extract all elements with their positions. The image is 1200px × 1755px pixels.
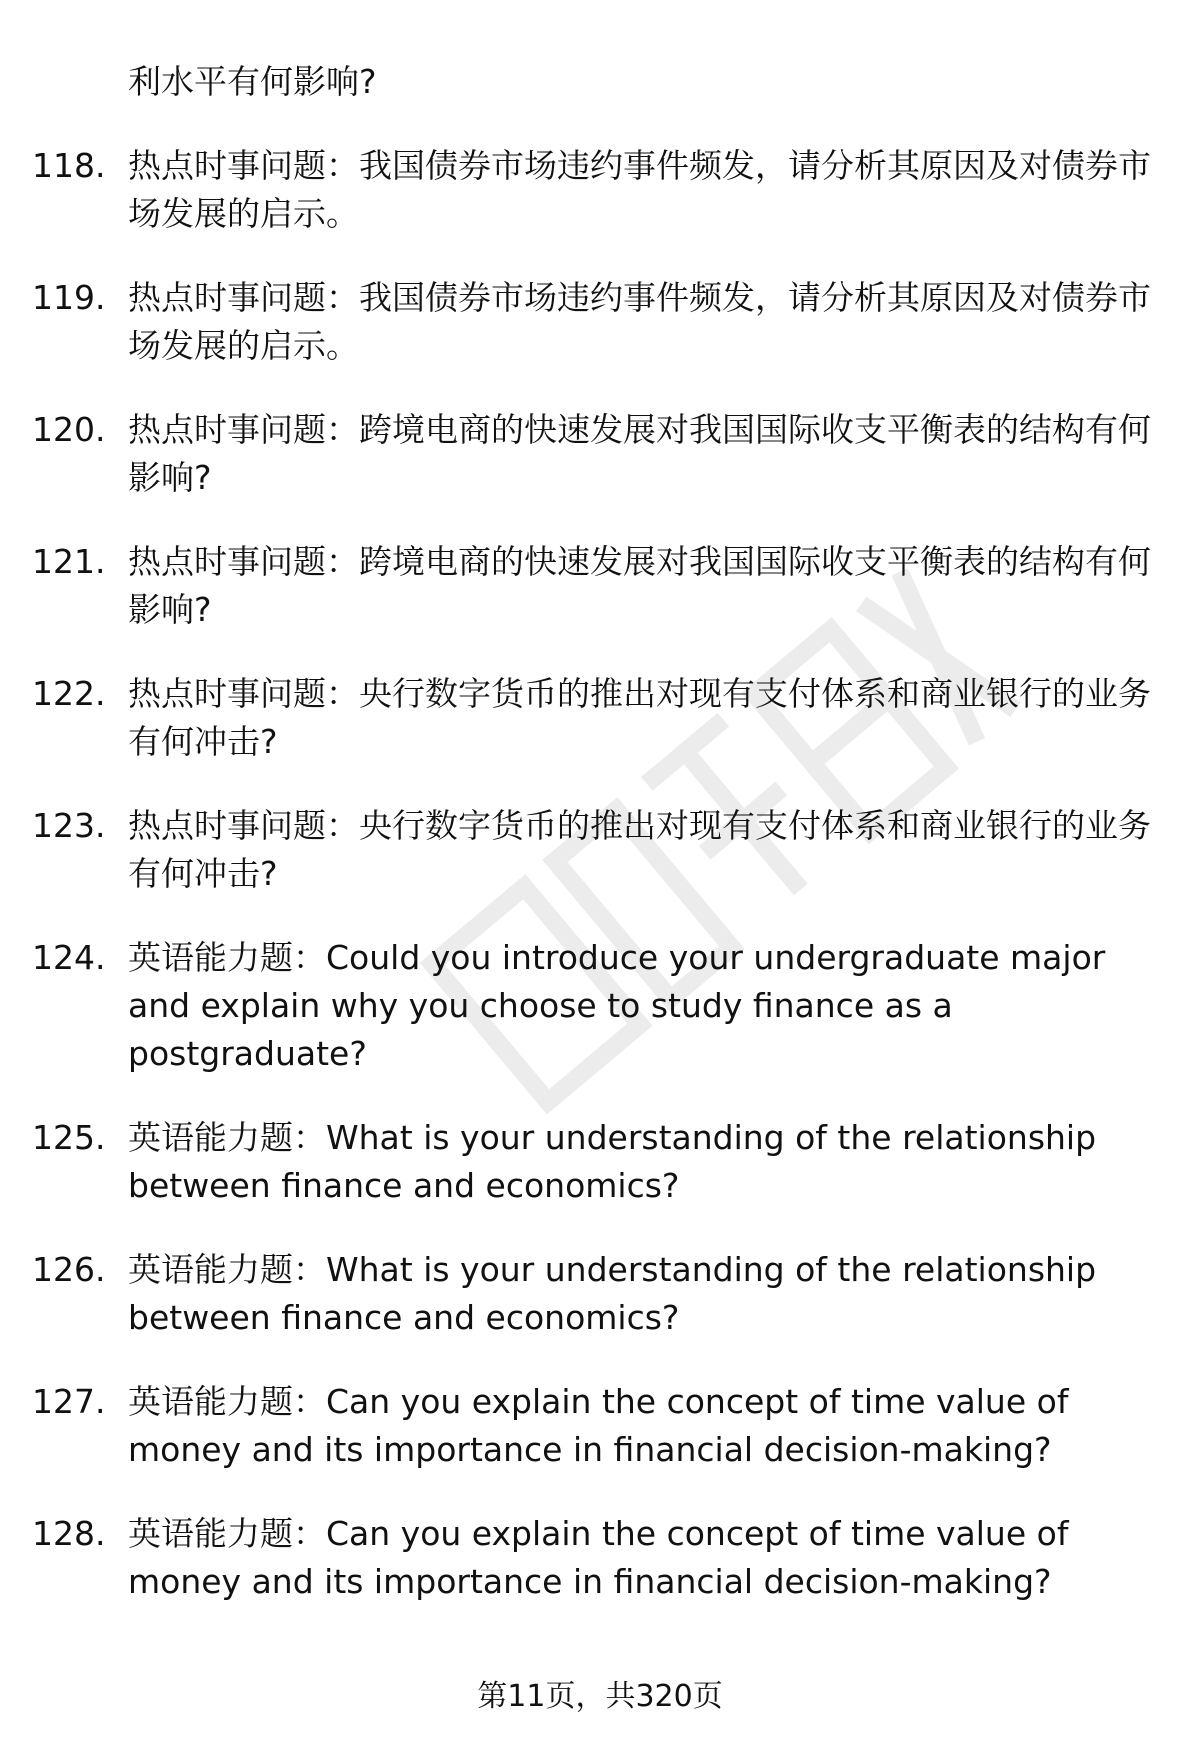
list-item (0, 1378, 1200, 1474)
question-text: 热点时事问题：我国债券市场违约事件频发，请分析其原因及对债券市场发展的启示。 (128, 146, 1151, 233)
question-text: 热点时事问题：央行数字货币的推出对现有支付体系和商业银行的业务有何冲击? (128, 806, 1151, 893)
question-number: 126. (32, 1250, 106, 1289)
list-item (0, 142, 1200, 238)
list-item (0, 1114, 1200, 1210)
question-number: 123. (32, 806, 106, 845)
question-number: 124. (32, 938, 106, 977)
question-list (0, 58, 1200, 1642)
question-text: 热点时事问题：我国债券市场违约事件频发，请分析其原因及对债券市场发展的启示。 (128, 278, 1151, 365)
question-number: 119. (32, 278, 106, 317)
list-item (0, 538, 1200, 634)
list-item (0, 934, 1200, 1078)
question-number: 122. (32, 674, 106, 713)
question-text: 英语能力题：Could you introduce your undergraduate major and explain why you choose to study finance as a postgraduate? (128, 938, 1106, 1073)
list-item (0, 406, 1200, 502)
list-item (0, 1246, 1200, 1342)
question-text: 英语能力题：What is your understanding of the relationship between finance and economics? (128, 1118, 1097, 1205)
question-number: 127. (32, 1382, 106, 1421)
question-text: 热点时事问题：央行数字货币的推出对现有支付体系和商业银行的业务有何冲击? (128, 674, 1151, 761)
question-text: 热点时事问题：跨境电商的快速发展对我国国际收支平衡表的结构有何影响? (128, 542, 1151, 629)
question-number: 120. (32, 410, 106, 449)
question-number: 118. (32, 146, 106, 185)
page-footer: 第11页，共320页 (477, 1679, 723, 1714)
continuation-text: 利水平有何影响? (128, 62, 377, 101)
list-item (0, 802, 1200, 898)
list-item (0, 1510, 1200, 1606)
list-item (0, 670, 1200, 766)
list-item (0, 274, 1200, 370)
question-text: 热点时事问题：跨境电商的快速发展对我国国际收支平衡表的结构有何影响? (128, 410, 1151, 497)
question-number: 121. (32, 542, 106, 581)
question-number: 125. (32, 1118, 106, 1157)
question-text: 英语能力题：Can you explain the concept of time value of money and its importance in financial decision-making? (128, 1382, 1069, 1469)
question-number: 128. (32, 1514, 106, 1553)
question-text: 英语能力题：Can you explain the concept of time value of money and its importance in financial decision-making? (128, 1514, 1069, 1601)
question-text: 英语能力题：What is your understanding of the relationship between finance and economics? (128, 1250, 1097, 1337)
